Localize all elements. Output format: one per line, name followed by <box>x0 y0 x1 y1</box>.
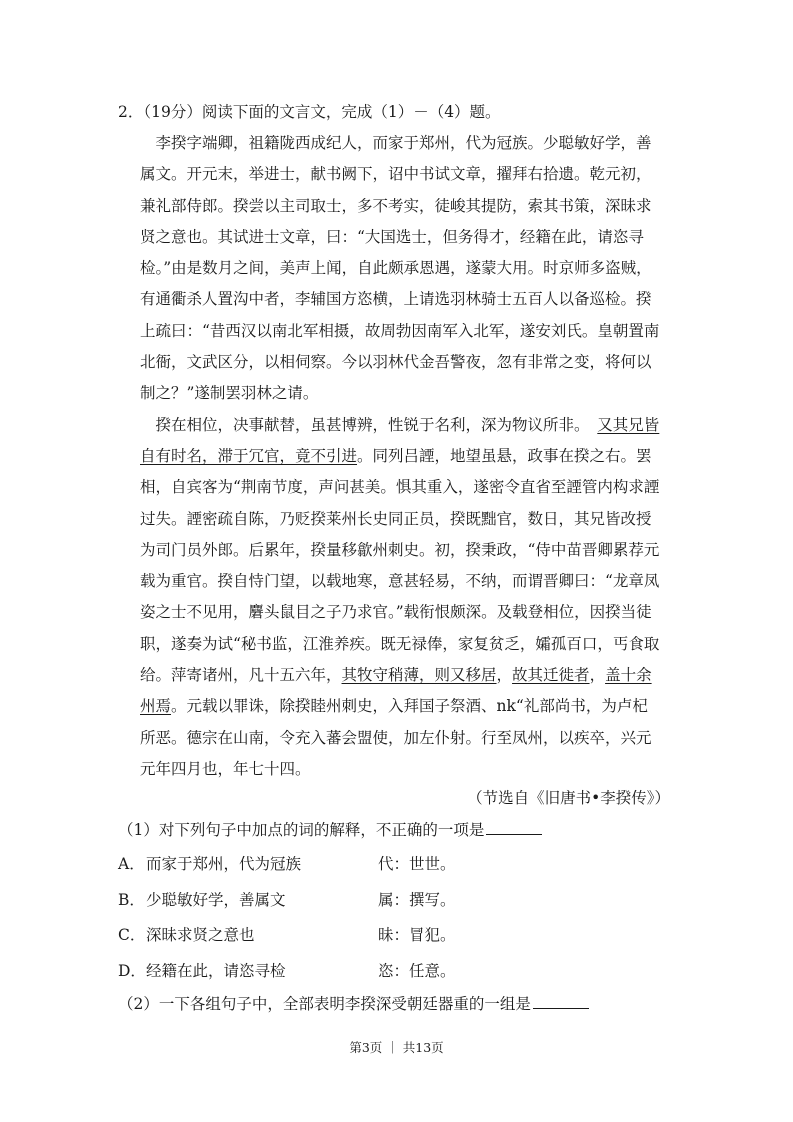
indent-space <box>140 416 156 434</box>
option-gloss: 代：世世。 <box>378 855 456 873</box>
option-sentence: 少聪敏好学，善属文 <box>146 890 286 909</box>
option-gloss: 恣：任意。 <box>378 961 456 980</box>
subquestion-1-stem: （1）对下列句子中加点的词的解释，不正确的一项是 <box>118 821 485 839</box>
option-d[interactable] <box>118 959 678 995</box>
classical-passage <box>140 128 660 785</box>
answer-blank[interactable] <box>486 818 542 835</box>
option-a[interactable] <box>118 852 678 888</box>
underlined-sentence-2: 其牧守稍薄，则又移居 <box>341 666 497 685</box>
underlined-sentence-4: 盖十余州焉 <box>140 666 652 716</box>
option-letter: C． <box>118 926 146 944</box>
passage-text: ， <box>496 666 513 685</box>
passage-source: （节选自《旧唐书•李揆传》） <box>467 789 670 807</box>
option-letter: D． <box>118 961 146 980</box>
passage-text: 。元载以罪诛，除揆睦州刺史，入拜国子祭酒、nk“礼部尚书，为卢杞所恶。德宗在山南，令充入蕃会盟使，加左仆射。行至凤州，以疾卒，兴元元年四月也，年七十四。 <box>140 697 652 778</box>
option-sentence: 经籍在此，请恣寻检 <box>146 961 286 980</box>
subquestion-2-stem: （2）一下各组句子中，全部表明李揆深受朝廷器重的一组是 <box>118 995 531 1013</box>
option-gloss: 昧：冒犯。 <box>378 926 456 944</box>
option-c[interactable] <box>118 923 678 959</box>
option-b[interactable] <box>118 888 678 924</box>
passage-text: ， <box>589 666 606 685</box>
passage-text: 李揆字端卿，祖籍陇西成纪人，而家于郑州，代为冠族。少聪敏好学，善属文。开元末，举进士，献书阙下，诏中书试文章，擢拜右拾遗。乾元初，兼礼部侍郎。揆尝以主司取士，多不考实，徒峻其提防，索其书策，深昧求贤之意也。其试进士文章，曰：“大国选士，但务得才，经籍在此，请恣寻检。”由是数月之间，美声上闻，自此颇承恩遇，遂蒙大用。时京师多盗贼，有通衢杀人置沟中者，李辅国方恣横，上请选羽林骑士五百人以备巡检。揆上疏曰：“昔西汉以南北军相摄，故周勃因南军入北军，遂安刘氏。皇朝置南北衙，文武区分，以相伺察。今以羽林代金吾警夜，忽有非常之变，将何以制之？”遂制罢羽林之请。 <box>140 134 660 403</box>
indent-space <box>140 134 156 152</box>
underlined-sentence-3: 故其迁徙者 <box>512 666 590 685</box>
subquestion-2 <box>118 992 718 1016</box>
underlined-sentence-1: 又其兄皆自有时名，滞于冗官，竟不引进 <box>140 415 660 465</box>
option-sentence: 而家于郑州，代为冠族 <box>146 855 302 873</box>
passage-text: 。同列吕諲，地望虽悬，政事在揆之右。罢相，自宾客为“荆南节度，声问甚美。惧其重入，遂密令直省至諲管内构求諲过失。諲密疏自陈，乃贬揆莱州长史同正员，揆既黜官，数日，其兄皆改授为司门员外郎。后累年，揆量移歙州刺史。初，揆秉政，“侍中苗晋卿累荐元载为重官。揆自恃门望，以载地寒，意甚轻易，不纳，而谓晋卿曰：“龙章凤姿之士不见用，麏头鼠目之子乃求官。”载衔恨颇深。及载登相位，因揆当徒职，遂奏为试“秘书监，江淮养疾。既无禄俸，家复贫乏，孀孤百口，丐食取给。萍寄诸州，凡十五六年， <box>140 446 660 685</box>
passage-paragraph-2 <box>140 410 660 786</box>
option-letter: A． <box>118 855 145 873</box>
option-sentence: 深昧求贤之意也 <box>146 926 255 944</box>
passage-text: 揆在相位，决事献替，虽甚博辨，性锐于名利，深为物议所非。 <box>155 415 582 434</box>
page-footer: 第3页 ｜ 共13页 <box>349 1040 444 1055</box>
passage-paragraph-1 <box>140 128 660 410</box>
option-gloss: 属：撰写。 <box>378 890 456 909</box>
answer-blank[interactable] <box>533 992 589 1009</box>
subquestion-1-options <box>118 852 678 994</box>
subquestion-1 <box>118 818 718 842</box>
question-header: 2．（19分）阅读下面的文言文，完成（1）－（4）题。 <box>118 103 501 121</box>
option-letter: B． <box>118 890 145 909</box>
